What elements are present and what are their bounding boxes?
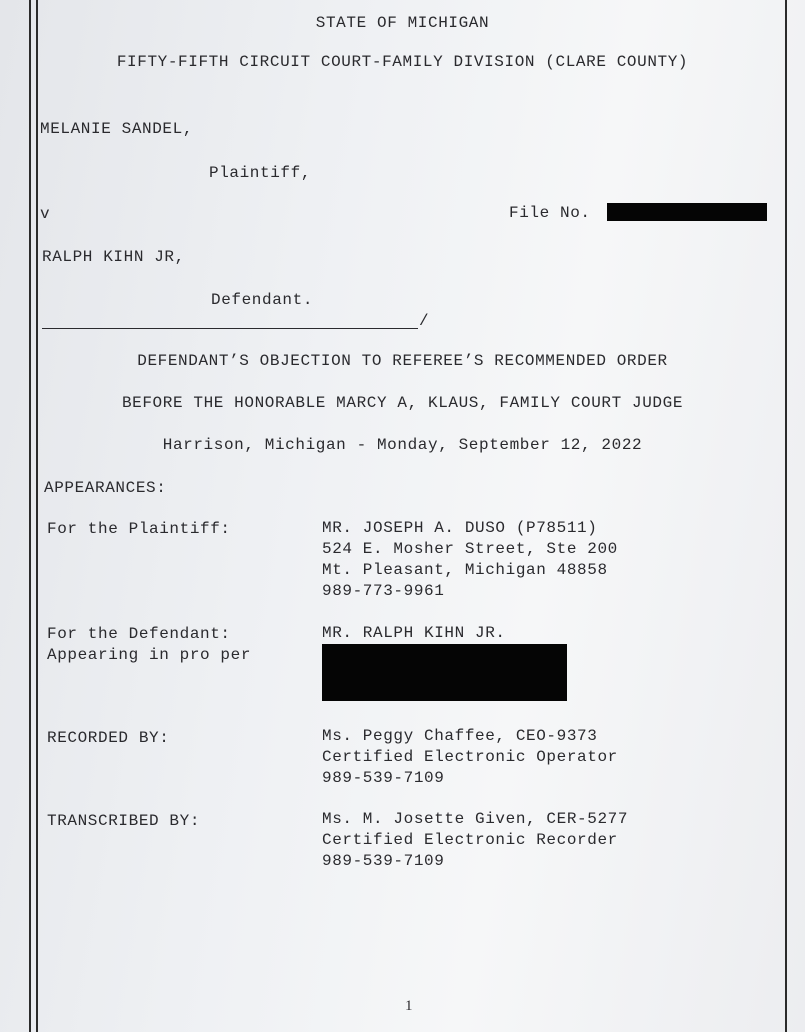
left-margin-rule-inner — [36, 0, 38, 1032]
defendant-name: RALPH KIHN JR, — [42, 248, 185, 266]
plaintiff-counsel-name: MR. JOSEPH A. DUSO (P78511) — [322, 519, 598, 537]
recorder-phone: 989-539-7109 — [322, 769, 445, 787]
transcriber-title: Certified Electronic Recorder — [322, 831, 618, 849]
redacted-defendant-address — [322, 644, 567, 701]
redacted-file-number — [607, 203, 767, 221]
plaintiff-counsel-phone: 989-773-9961 — [322, 582, 445, 600]
recorder-name: Ms. Peggy Chaffee, CEO-9373 — [322, 727, 598, 745]
defendant-appearance-name: MR. RALPH KIHN JR. — [322, 624, 506, 642]
page-number: 1 — [405, 998, 414, 1014]
document-title: DEFENDANT’S OBJECTION TO REFEREE’S RECOMMENDED ORDER — [137, 352, 668, 370]
plaintiff-counsel-label: For the Plaintiff: — [47, 520, 231, 538]
caption-underline — [42, 328, 418, 329]
plaintiff-counsel-city: Mt. Pleasant, Michigan 48858 — [322, 561, 608, 579]
transcribed-by-label: TRANSCRIBED BY: — [47, 812, 201, 830]
plaintiff-name: MELANIE SANDEL, — [40, 120, 194, 138]
caption-slash: / — [419, 312, 430, 330]
defendant-role: Defendant. — [211, 291, 314, 309]
court-heading: FIFTY-FIFTH CIRCUIT COURT-FAMILY DIVISION (CLARE COUNTY) — [116, 53, 689, 71]
right-margin-rule — [785, 0, 787, 1032]
left-margin-rule-outer — [29, 0, 31, 1032]
plaintiff-role: Plaintiff, — [209, 164, 312, 182]
transcriber-name: Ms. M. Josette Given, CER-5277 — [322, 810, 629, 828]
defendant-pro-per-label: Appearing in pro per — [47, 646, 252, 664]
transcriber-phone: 989-539-7109 — [322, 852, 445, 870]
appearances-heading: APPEARANCES: — [44, 479, 167, 497]
defendant-label: For the Defendant: — [47, 625, 231, 643]
file-number-label: File No. — [509, 204, 591, 222]
state-heading: STATE OF MICHIGAN — [315, 14, 490, 32]
versus: v — [40, 205, 51, 223]
recorded-by-label: RECORDED BY: — [47, 729, 170, 747]
plaintiff-counsel-street: 524 E. Mosher Street, Ste 200 — [322, 540, 618, 558]
location-date-line: Harrison, Michigan - Monday, September 12, 2022 — [162, 436, 643, 454]
recorder-title: Certified Electronic Operator — [322, 748, 618, 766]
judge-line: BEFORE THE HONORABLE MARCY A, KLAUS, FAMILY COURT JUDGE — [121, 394, 684, 412]
